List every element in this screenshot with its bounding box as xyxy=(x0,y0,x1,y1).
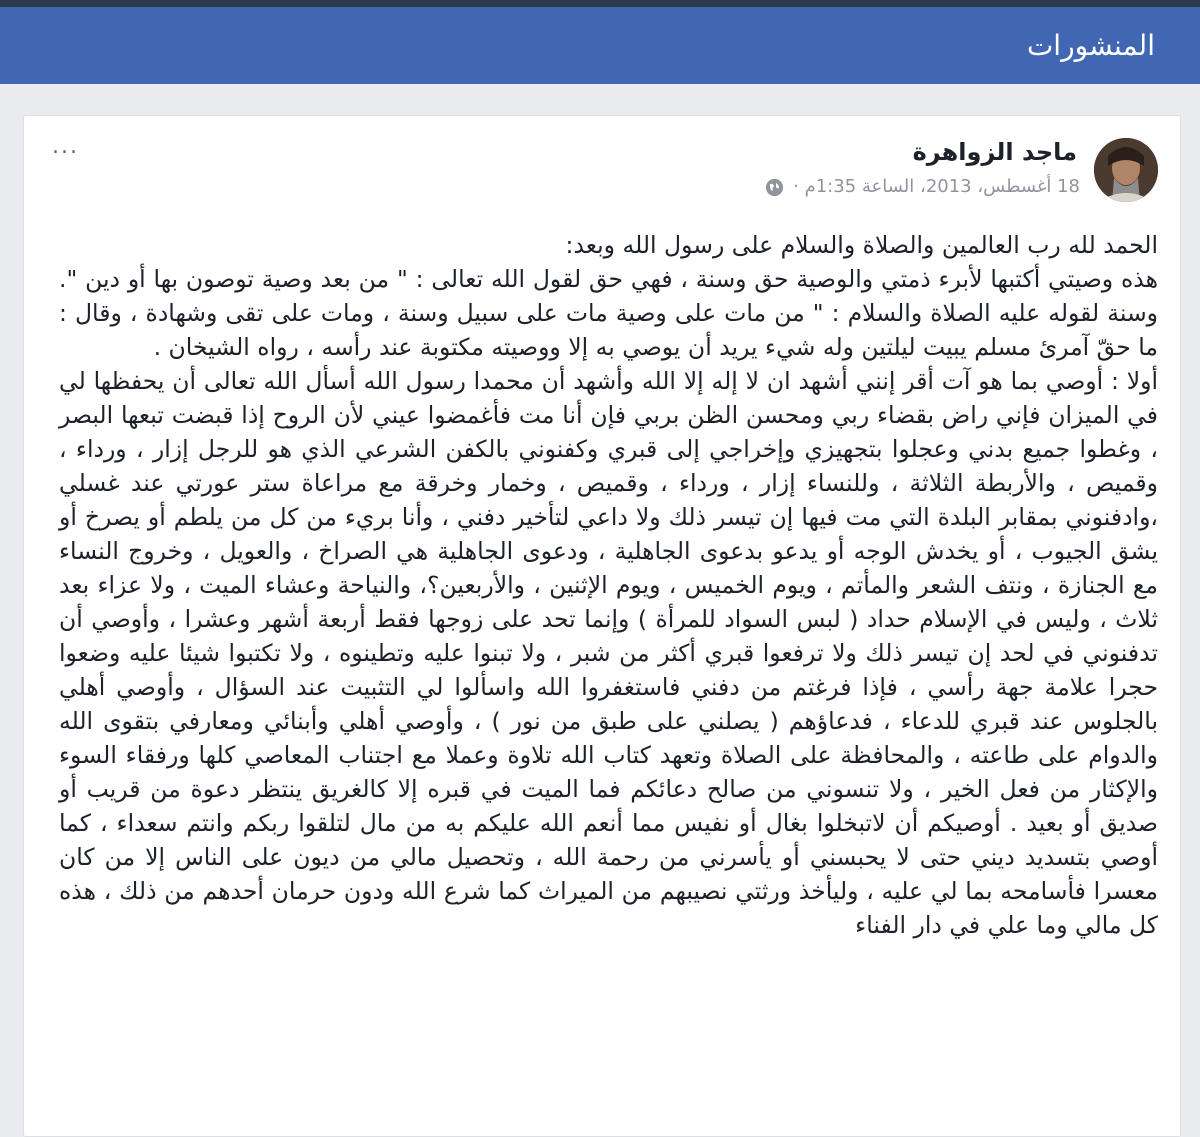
more-options-icon[interactable]: ... xyxy=(52,134,79,159)
page-title: المنشورات xyxy=(1026,29,1155,62)
post-paragraph-3: أولا : أوصي بما هو آت أقر إنني أشهد ان لا إله إلا الله وأشهد أن محمدا رسول الله أسأل الله تعالى أن يحفظها لي في الميزان فإني راض بقضاء ربي ومحسن الظن بربي فإن أنا مت فأغمضوا عيني لأن الروح إذا قبضت تبعها البصر ، وغطوا جميع بدني وعجلوا بتجهيزي وإخراجي إلى قبري وكفنوني بالكفن الشرعي الذي هو للرجل إزار ، ورداء ، وقميص ، والأربطة الثلاثة ، وللنساء إزار ، ورداء ، وقميص ، وخمار وخرقة مع مراعاة ستر عورتي عند غسلي ،وادفنوني بمقابر البلدة التي مت فيها إن تيسر ذلك ولا داعي لتأخير دفني ، وأنا بريء من كل من يلطم أو يصرخ أو يشق الجيوب ، أو يخدش الوجه أو يدعو بدعوى الجاهلية ، ودعوى الجاهلية هي الصراخ ، والعويل ، وخروج النساء مع الجنازة ، ونتف الشعر والمأتم ، ويوم الخميس ، ويوم الإثنين ، والأربعين؟، والنياحة وعشاء الميت ، ولا عزاء بعد ثلاث ، وليس في الإسلام حداد ( لبس السواد للمرأة ) وإنما تحد على زوجها فقط أربعة أشهر وعشرا ، وأوصي أن تدفنوني في لحد إن تيسر ذلك ولا ترفعوا قبري أكثر من شبر ، ولا تبنوا عليه وتطينوه ، ولا تكتبوا شيئا عليه وضعوا حجرا علامة جهة رأسي ، فإذا فرغتم من دفني فاستغفروا الله واسألوا لي التثبيت عند السؤال ، وأوصي أهلي بالجلوس عند قبري للدعاء ، فدعاؤهم ( يصلني على طبق من نور ) ، وأوصي أهلي وأبنائي ومعارفي بتقوى الله والدوام على طاعته ، والمحافظة على الصلاة وتعهد كتاب الله تلاوة وعملا مع اجتناب المعاصي كلها ورفقاء السوء والإكثار من فعل الخير ، ولا تنسوني من صالح دعائكم فما الميت في قبره إلا كالغريق ينتظر دعوة من قريب أو صديق أو بعيد . أوصيكم أن لاتبخلوا بغال أو نفيس مما أنعم الله عليكم به من مال لتلقوا ربكم وانتم سعداء ، كما أوصي بتسديد ديني حتى لا يحبسني أو يأسرني من رحمة الله ، وتحصيل مالي من ديون على الناس إلا من كان معسرا فأسامحه بما لي عليه ، وليأخذ ورثتي نصيبهم من الميراث كما شرع الله ودون حرمان أحدهم من ذلك ، هذه كل مالي وما علي في دار الفناء xyxy=(59,367,1158,939)
post-paragraph-1: الحمد لله رب العالمين والصلاة والسلام على رسول الله وبعد: xyxy=(565,231,1158,259)
author-avatar[interactable] xyxy=(1094,138,1158,202)
post-content xyxy=(59,228,1158,942)
top-bar xyxy=(0,0,1200,84)
avatar-image xyxy=(1094,138,1158,202)
post-author[interactable]: ماجد الزواهرة xyxy=(912,138,1077,166)
meta-separator: · xyxy=(793,176,799,197)
post-meta xyxy=(766,176,1080,197)
post-timestamp[interactable]: 18 أغسطس، 2013، الساعة 1:35م xyxy=(804,176,1080,197)
post-paragraph-2: هذه وصيتي أكتبها لأبرء ذمتي والوصية حق وسنة ، فهي حق لقول الله تعالى : " من بعد وصية توصون بها أو دين ". وسنة لقوله عليه الصلاة والسلام : " من مات على وصية مات على سبيل وسنة ، ومات على تقى وشهادة ، وقال : ما حقّ آمرئ مسلم يبيت ليلتين وله شيء يريد أن يوصي به إلا ووصيته مكتوبة عند رأسه ، رواه الشيخان . xyxy=(59,265,1158,361)
post-card xyxy=(23,115,1181,1137)
globe-icon xyxy=(766,179,783,196)
